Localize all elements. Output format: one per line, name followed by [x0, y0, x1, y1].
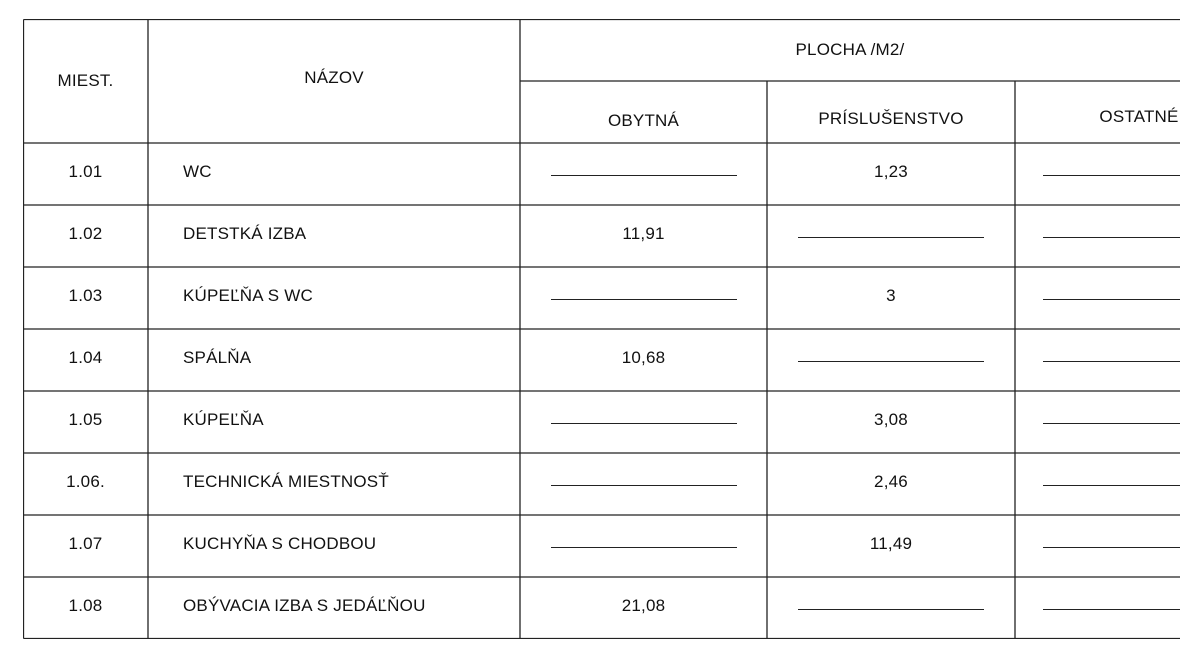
empty-value-dash	[798, 609, 984, 610]
cell-miest: 1.03	[68, 286, 103, 305]
cell-nazov: TECHNICKÁ MIESTNOSŤ	[183, 472, 389, 491]
cell-miest: 1.07	[68, 534, 103, 553]
cell-obytna: 11,91	[622, 224, 665, 243]
empty-value-dash	[1043, 609, 1180, 610]
header-ostatne: OSTATNÉ	[1099, 107, 1179, 126]
cell-prislusenstvo: 2,46	[874, 472, 908, 491]
cell-obytna: 21,08	[621, 596, 666, 615]
cell-miest: 1.04	[68, 348, 103, 367]
room-area-table	[23, 19, 1180, 639]
empty-value-dash	[1043, 485, 1180, 486]
empty-value-dash	[551, 299, 737, 300]
cell-nazov: DETSTKÁ IZBA	[183, 224, 307, 243]
header-plocha: PLOCHA /M2/	[795, 40, 905, 59]
empty-value-dash	[798, 361, 984, 362]
cell-miest: 1.01	[68, 162, 103, 181]
cell-prislusenstvo: 1,23	[874, 162, 908, 181]
empty-value-dash	[1043, 547, 1180, 548]
cell-nazov: OBÝVACIA IZBA S JEDÁĽŇOU	[183, 596, 426, 615]
empty-value-dash	[551, 485, 737, 486]
empty-value-dash	[551, 423, 737, 424]
cell-miest: 1.02	[68, 224, 103, 243]
cell-nazov: KÚPEĽŇA S WC	[183, 286, 313, 305]
header-nazov: NÁZOV	[304, 68, 364, 87]
header-obytna: OBYTNÁ	[607, 111, 680, 130]
empty-value-dash	[1043, 175, 1180, 176]
cell-obytna: 10,68	[621, 348, 666, 367]
cell-prislusenstvo: 3,08	[874, 410, 908, 429]
cell-prislusenstvo: 3	[886, 286, 896, 305]
cell-nazov: KÚPEĽŇA	[183, 410, 264, 429]
empty-value-dash	[551, 175, 737, 176]
cell-miest: 1.08	[68, 596, 103, 615]
empty-value-dash	[1043, 237, 1180, 238]
cell-nazov: SPÁLŇA	[183, 348, 252, 367]
cell-nazov: KUCHYŇA S CHODBOU	[183, 534, 377, 553]
header-prislusenstvo: PRÍSLUŠENSTVO	[818, 109, 964, 128]
empty-value-dash	[1043, 299, 1180, 300]
empty-value-dash	[551, 547, 737, 548]
cell-miest: 1.06.	[66, 472, 105, 491]
cell-prislusenstvo: 11,49	[869, 534, 913, 553]
cell-miest: 1.05	[68, 410, 103, 429]
header-miest: MIEST.	[57, 71, 114, 90]
empty-value-dash	[1043, 361, 1180, 362]
cell-nazov: WC	[183, 162, 212, 181]
empty-value-dash	[798, 237, 984, 238]
empty-value-dash	[1043, 423, 1180, 424]
